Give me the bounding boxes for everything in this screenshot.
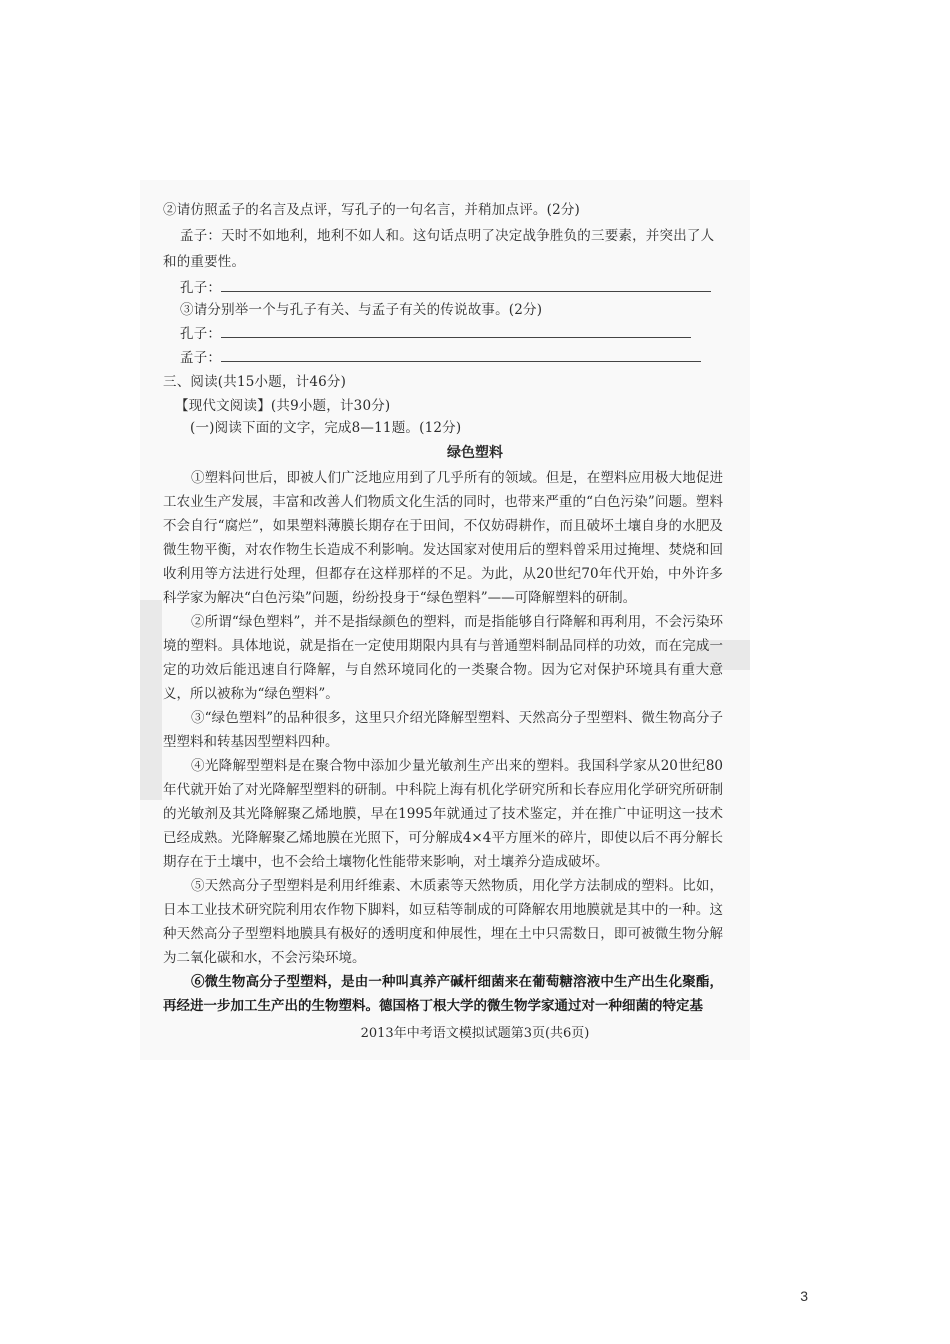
article-paragraph-4: ④光降解型塑料是在聚合物中添加少量光敏剂生产出来的塑料。我国科学家从20世纪80年代就开始了对光降解型塑料的研制。中科院上海有机化学研究所和长春应用化学研究所研制的光敏剂及其光降解聚乙烯地膜，早在1995年就通过了技术鉴定，并在推广中证明这一技术已经成熟。光降解聚乙烯地膜在光照下，可分解成4×4平方厘米的碎片，即使以后不再分解长期存在于土壤中，也不会给土壤物化性能带来影响，对土壤养分造成破坏。 — [163, 758, 723, 870]
article-paragraph-5: ⑤天然高分子型塑料是利用纤维素、木质素等天然物质，用化学方法制成的塑料。比如，日本工业技术研究院利用农作物下脚料，如豆秸等制成的可降解农用地膜就是其中的一种。这种天然高分子型塑料地膜具有极好的透明度和伸展性，埋在土中只需数日，即可被微生物分解为二氧化碳和水，不会污染环境。 — [163, 878, 723, 966]
mencius-quote: 孟子：天时不如地利，地利不如人和。这句话点明了决定战争胜负的三要素，并突出了人 — [180, 228, 715, 244]
article-title: 绿色塑料 — [447, 445, 503, 461]
page-number: 3 — [800, 1288, 808, 1304]
article-paragraph-1: ①塑料问世后，即被人们广泛地应用到了几乎所有的领域。但是，在塑料应用极大地促进工农业生产发展，丰富和改善人们物质文化生活的同时，也带来严重的“白色污染”问题。塑料不会自行“腐烂”，如果塑料薄膜长期存在于田间，不仅妨碍耕作，而且破坏土壤自身的水肥及微生物平衡，对农作物生长造成不利影响。发达国家对使用后的塑料曾采用过掩埋、焚烧和回收利用等方法进行处理，但都存在这样那样的不足。为此，从20世纪70年代开始，中外许多科学家为解决“白色污染”问题，纷纷投身于“绿色塑料”——可降解塑料的研制。 — [163, 470, 723, 606]
article-paragraph-2: ②所谓“绿色塑料”，并不是指绿颜色的塑料，而是指能够自行降解和再利用，不会污染环境的塑料。具体地说，就是指在一定使用期限内具有与普通塑料制品同样的功效，而在完成一定的功效后能迅速自行降解，与自然环境同化的一类聚合物。因为它对保护环境具有重大意义，所以被称为“绿色塑料”。 — [163, 614, 723, 702]
section-heading: 三、阅读(共15小题，计46分) — [163, 374, 347, 390]
article-paragraph-3: ③“绿色塑料”的品种很多，这里只介绍光降解型塑料、天然高分子型塑料、微生物高分子型塑料和转基因型塑料四种。 — [163, 710, 723, 750]
reading-task: (一)阅读下面的文字，完成8—11题。(12分) — [190, 420, 462, 436]
confucius-story-line[interactable] — [221, 325, 691, 338]
confucius-story-row — [180, 324, 691, 344]
section-subheading: 【现代文阅读】(共9小题，计30分) — [175, 398, 391, 414]
mencius-story-label: 孟子： — [180, 350, 222, 366]
mencius-story-line[interactable] — [221, 349, 701, 362]
confucius-answer-line[interactable] — [221, 279, 711, 292]
confucius-story-label: 孔子： — [180, 326, 222, 342]
question-3-text: ③请分别举一个与孔子有关、与孟子有关的传说故事。(2分) — [180, 302, 543, 318]
mencius-story-row — [180, 348, 701, 368]
confucius-answer-row — [180, 278, 711, 298]
scan-smudge — [140, 600, 162, 800]
page-footer: 2013年中考语文模拟试题第3页(共6页) — [360, 1026, 590, 1041]
article-paragraph-6: ⑥微生物高分子型塑料，是由一种叫真养产碱杆细菌来在葡萄糖溶液中生产出生化聚酯，再经进一步加工生产出的生物塑料。德国格丁根大学的微生物学家通过对一种细菌的特定基 — [163, 974, 723, 1014]
question-2-text: ②请仿照孟子的名言及点评，写孔子的一句名言，并稍加点评。(2分) — [163, 202, 581, 218]
confucius-label: 孔子： — [180, 280, 222, 296]
mencius-quote-cont: 和的重要性。 — [163, 254, 246, 270]
